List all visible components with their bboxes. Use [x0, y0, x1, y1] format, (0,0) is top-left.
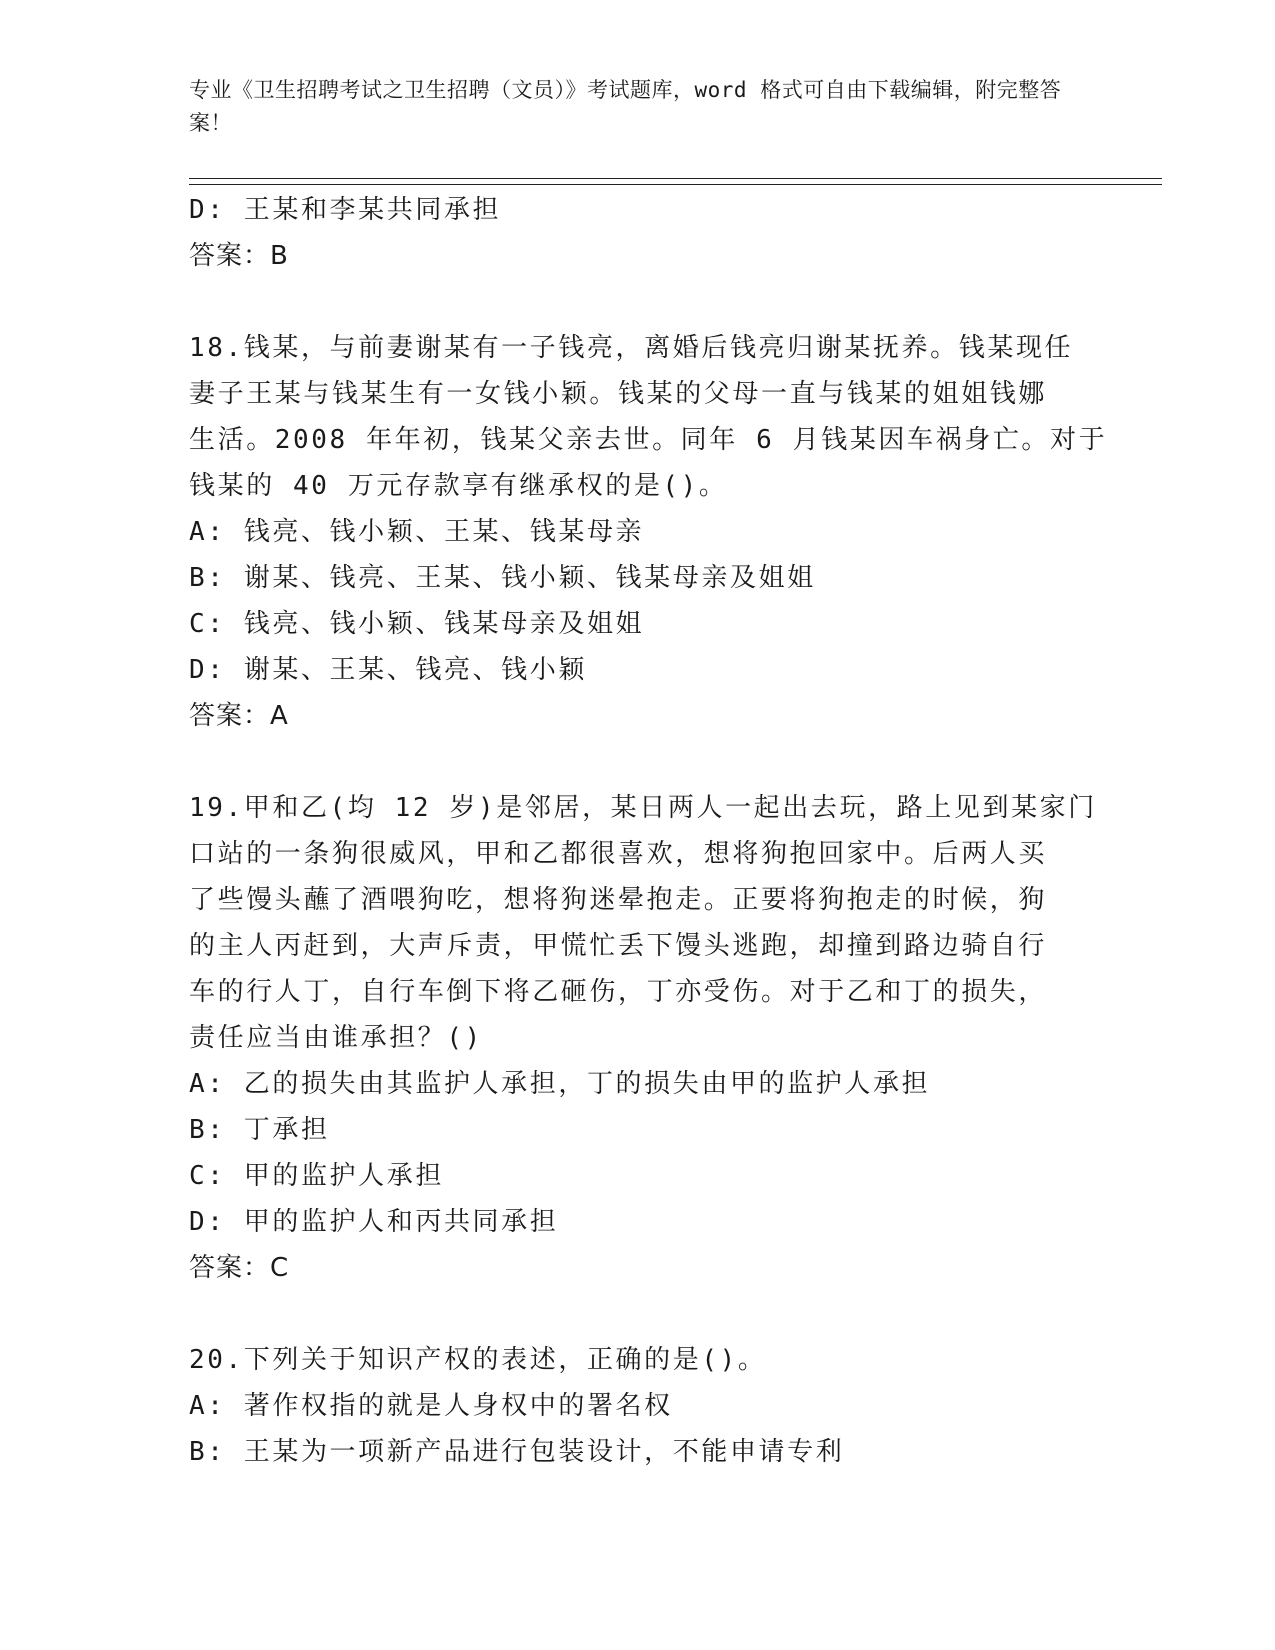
option-b: B: 王某为一项新产品进行包装设计，不能申请专利 [189, 1437, 845, 1467]
option-a: A: 著作权指的就是人身权中的署名权 [189, 1391, 673, 1421]
option-a: A: 钱亮、钱小颖、王某、钱某母亲 [189, 517, 645, 547]
option-d: D: 甲的监护人和丙共同承担 [189, 1207, 559, 1237]
question-stem-line: 20.下列关于知识产权的表述，正确的是()。 [189, 1345, 767, 1375]
option-d: D: 谢某、王某、钱亮、钱小颖 [189, 655, 587, 685]
answer: 答案：C [189, 1253, 290, 1283]
option-a: A: 乙的损失由其监护人承担，丁的损失由甲的监护人承担 [189, 1069, 931, 1099]
question-stem-line: 生活。2008 年年初，钱某父亲去世。同年 6 月钱某因车祸身亡。对于 [189, 425, 1108, 455]
question-stem-line: 口站的一条狗很威风，甲和乙都很喜欢，想将狗抱回家中。后两人买 [189, 839, 1048, 869]
question-19 [189, 785, 1097, 1291]
spacer [189, 1291, 1089, 1337]
question-18 [189, 325, 1108, 739]
question-stem-line: 钱某的 40 万元存款享有继承权的是()。 [189, 471, 728, 501]
option-b: B: 丁承担 [189, 1115, 330, 1145]
spacer [189, 739, 1089, 785]
question-stem-line: 妻子王某与钱某生有一女钱小颖。钱某的父母一直与钱某的姐姐钱娜 [189, 379, 1048, 409]
prev-answer: 答案：B [189, 241, 289, 271]
header-rule-bottom [189, 184, 1162, 185]
option-c: C: 钱亮、钱小颖、钱某母亲及姐姐 [189, 609, 645, 639]
question-stem-line: 18.钱某，与前妻谢某有一子钱亮，离婚后钱亮归谢某抚养。钱某现任 [189, 333, 1074, 363]
question-stem-line: 了些馒头蘸了酒喂狗吃，想将狗迷晕抱走。正要将狗抱走的时候，狗 [189, 885, 1048, 915]
document-header: 专业《卫生招聘考试之卫生招聘（文员）》考试题库，word 格式可自由下载编辑，附完整答案！ [189, 78, 1062, 135]
option-c: C: 甲的监护人承担 [189, 1161, 444, 1191]
question-20 [189, 1337, 1089, 1475]
option-b: B: 谢某、钱亮、王某、钱小颖、钱某母亲及姐姐 [189, 563, 816, 593]
header-rule-top [189, 178, 1162, 179]
document-body [189, 187, 1108, 1475]
prev-option-d: D: 王某和李某共同承担 [189, 195, 502, 225]
question-stem-line: 19.甲和乙(均 12 岁)是邻居，某日两人一起出去玩，路上见到某家门 [189, 793, 1097, 823]
question-stem-line: 的主人丙赶到，大声斥责，甲慌忙丢下馒头逃跑，却撞到路边骑自行 [189, 931, 1048, 961]
question-stem-line: 车的行人丁，自行车倒下将乙砸伤，丁亦受伤。对于乙和丁的损失， [189, 977, 1048, 1007]
answer: 答案：A [189, 701, 289, 731]
spacer [189, 279, 1089, 325]
question-stem-line: 责任应当由谁承担？() [189, 1023, 483, 1053]
